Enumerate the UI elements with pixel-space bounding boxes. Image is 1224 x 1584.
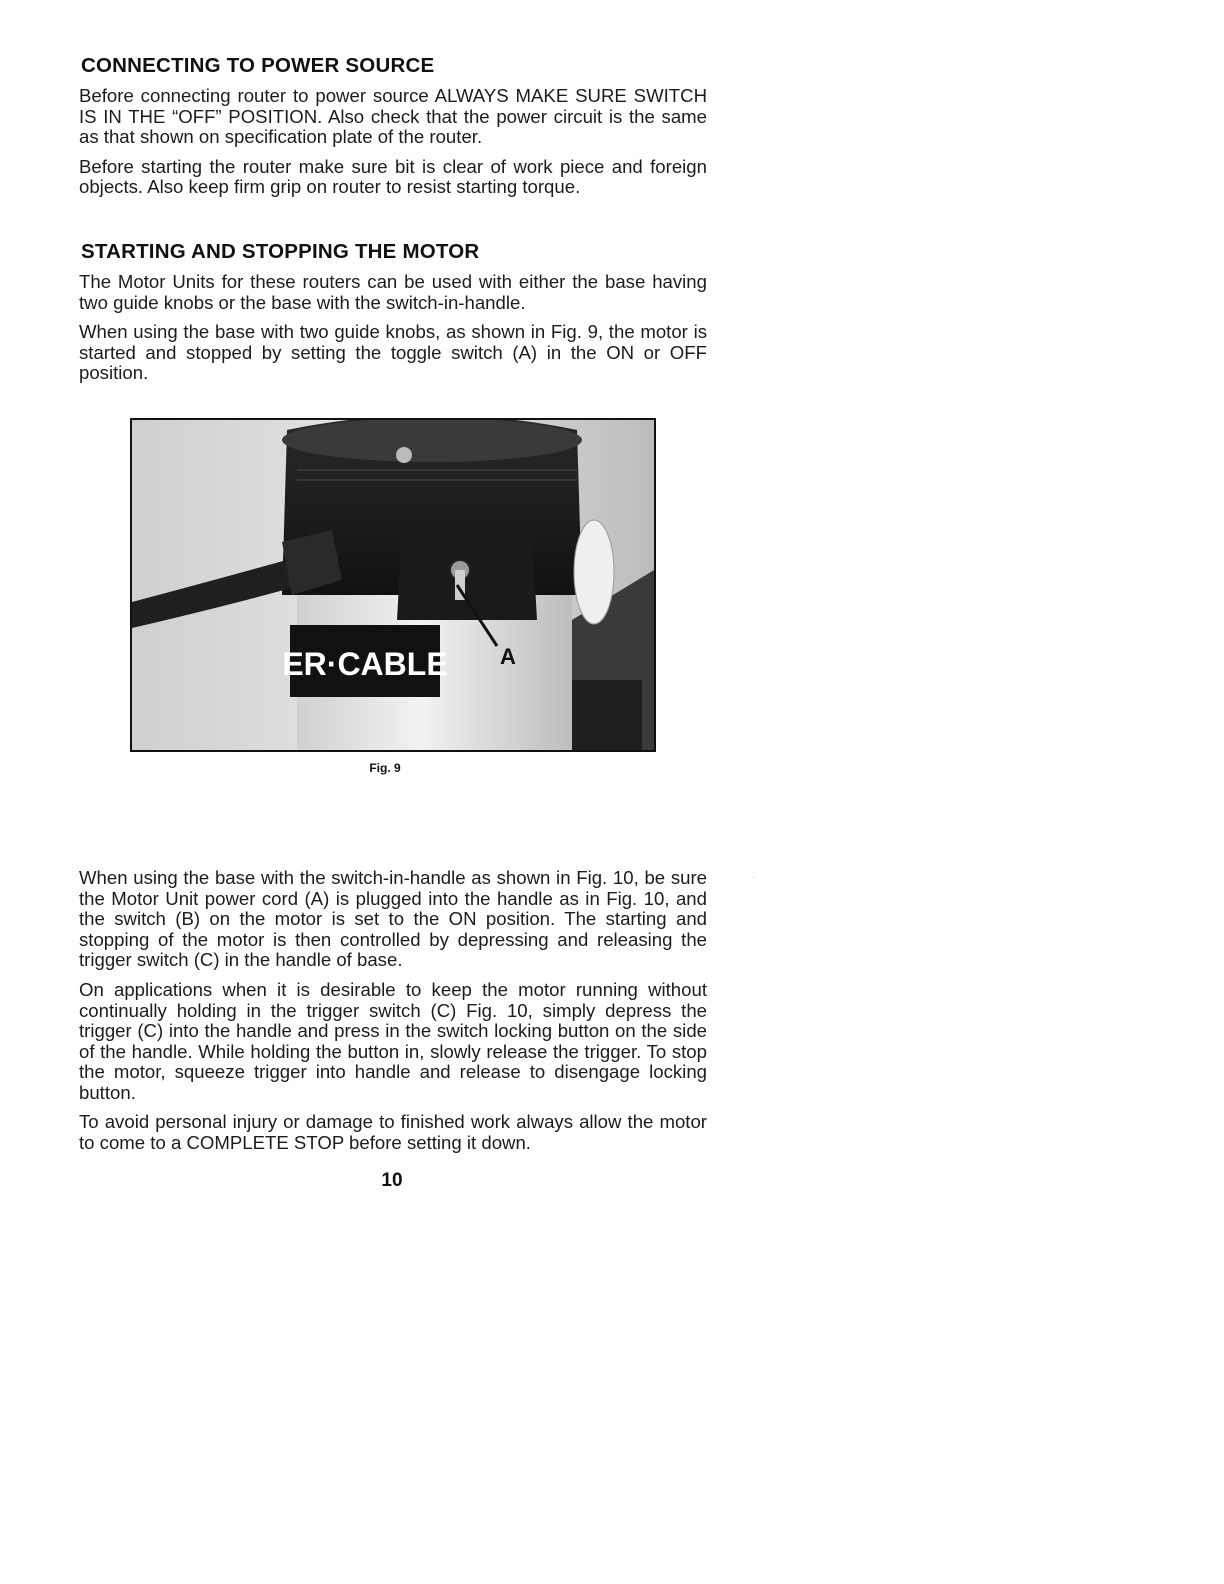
section-heading: CONNECTING TO POWER SOURCE <box>81 54 435 77</box>
section-starting-stopping <box>79 240 707 384</box>
section-connecting-power <box>79 54 707 198</box>
paragraph: When using the base with the switch-in-handle as shown in Fig. 10, be sure the Motor Unit power cord (A) is plugged into the handle as in Fig. 10, and the switch (B) on the motor is set to the ON position. The starting and stopping of the motor is then controlled by depressing and releasing the trigger switch (C) in the handle of base. <box>79 866 707 971</box>
brand-label-text: ER·CABLE <box>282 645 448 682</box>
paragraph: On applications when it is desirable to keep the motor running without continually holding in the trigger switch (C) Fig. 10, simply depress the trigger (C) into the handle and press in the switch locking button on the side of the handle. While holding the button in, slowly release the trigger. To stop the motor, squeeze trigger into handle and release to disengage locking button. <box>79 978 707 1103</box>
scan-speck: · <box>752 872 756 883</box>
figure-caption: Fig. 9 <box>369 760 401 775</box>
router-motor-photo <box>130 418 656 752</box>
section-switch-in-handle <box>79 868 707 1154</box>
paragraph: When using the base with two guide knobs, as shown in Fig. 9, the motor is started and stopped by setting the toggle switch (A) in the ON or OFF position. <box>79 321 707 384</box>
router-motor-illustration <box>132 420 654 750</box>
paragraph: Before starting the router make sure bit is clear of work piece and foreign objects. Also keep firm grip on router to resist starting torque. <box>79 155 707 198</box>
callout-label-a: A <box>500 643 516 669</box>
paragraph: Before connecting router to power source ALWAYS MAKE SURE SWITCH IS IN THE “OFF” POSITION. Also check that the power circuit is the same as that shown on specification plate of the router. <box>79 85 707 148</box>
manual-page <box>79 54 707 1192</box>
figure-9 <box>130 418 656 775</box>
paragraph: The Motor Units for these routers can be used with either the base having two guide knobs or the base with the switch-in-handle. <box>79 270 707 313</box>
paragraph: To avoid personal injury or damage to finished work always allow the motor to come to a COMPLETE STOP before setting it down. <box>79 1111 707 1154</box>
section-heading: STARTING AND STOPPING THE MOTOR <box>81 239 480 263</box>
page-number: 10 <box>381 1169 403 1191</box>
